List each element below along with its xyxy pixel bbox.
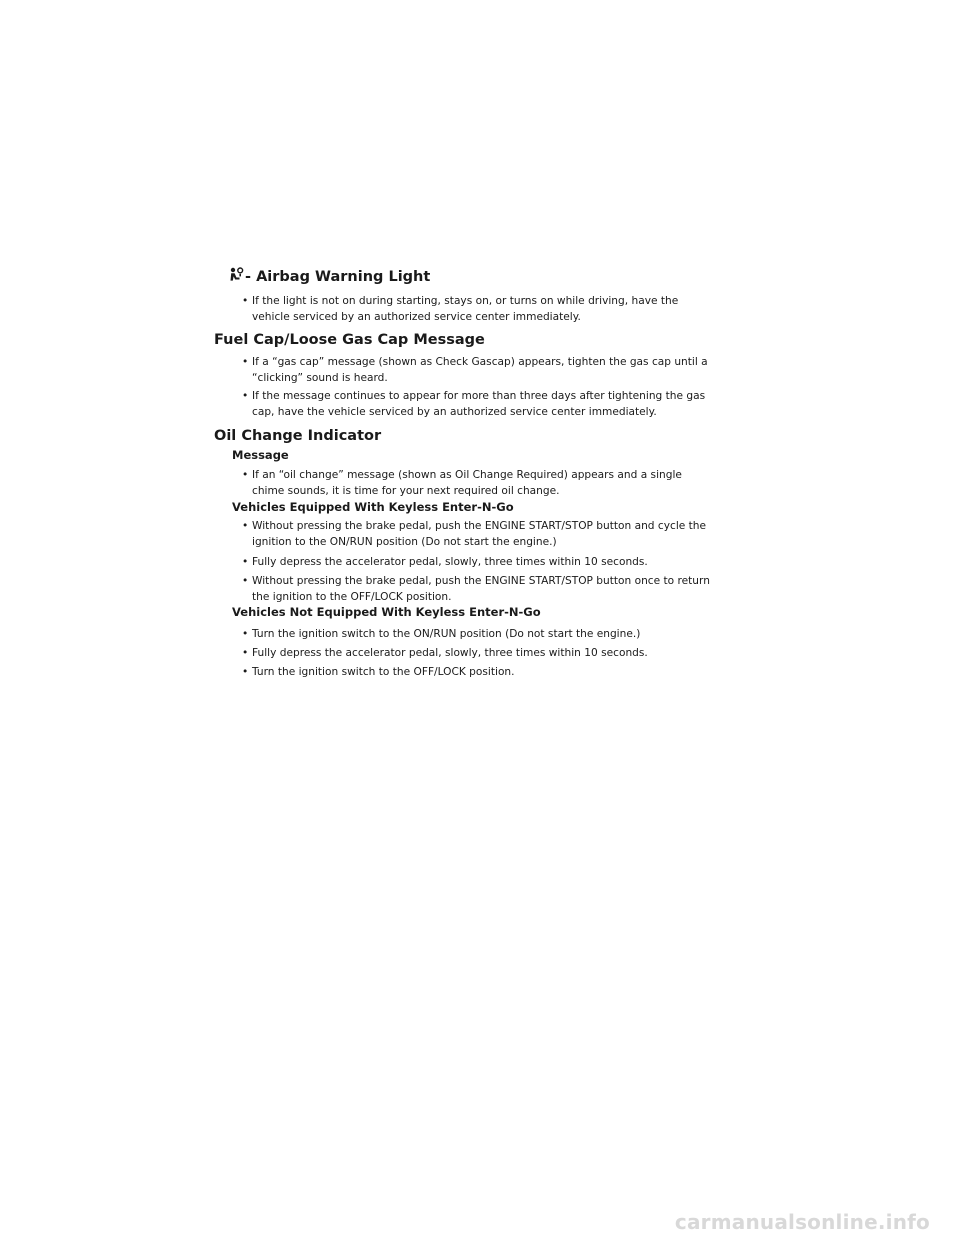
non-keyless-subheading: Vehicles Not Equipped With Keyless Enter-N-Go (232, 605, 541, 619)
list-item (242, 645, 712, 661)
list-item-text: Fully depress the accelerator pedal, slowly, three times within 10 seconds. (252, 556, 648, 568)
watermark-text: carmanualsonline.info (674, 1210, 930, 1234)
bullet-dot: • (242, 666, 249, 678)
list-item-text: Without pressing the brake pedal, push the ENGINE START/STOP button once to return the ignition to the OFF/LOCK position. (252, 575, 710, 603)
list-item (242, 626, 712, 642)
bullet-dot: • (242, 469, 249, 481)
list-item (242, 664, 712, 680)
bullet-dot: • (242, 647, 249, 659)
list-item-text: If an “oil change” message (shown as Oil Change Required) appears and a single chime sounds, it is time for your next required oil change. (252, 469, 682, 497)
fuel-cap-heading: Fuel Cap/Loose Gas Cap Message (214, 332, 485, 348)
list-item-text: Fully depress the accelerator pedal, slowly, three times within 10 seconds. (252, 647, 648, 659)
airbag-warning-title: - Airbag Warning Light (245, 269, 431, 285)
list-item-text: If the message continues to appear for more than three days after tightening the gas cap, have the vehicle serviced by an authorized service center immediately. (252, 390, 706, 418)
bullet-dot: • (242, 520, 249, 532)
keyless-subheading: Vehicles Equipped With Keyless Enter-N-Go (232, 500, 514, 514)
list-item (242, 518, 712, 550)
bullet-dot: • (242, 356, 249, 368)
airbag-warning-icon (228, 267, 244, 283)
bullet-dot: • (242, 628, 249, 640)
message-subheading: Message (232, 448, 289, 462)
airbag-warning-heading (228, 267, 430, 285)
list-item-text: Turn the ignition switch to the ON/RUN position (Do not start the engine.) (252, 628, 641, 640)
bullet-dot: • (242, 295, 249, 307)
list-item-text: Without pressing the brake pedal, push the ENGINE START/STOP button and cycle the ignition to the ON/RUN position (Do not start the engine.) (252, 520, 707, 548)
list-item (242, 388, 712, 420)
bullet-dot: • (242, 575, 249, 587)
oil-change-heading: Oil Change Indicator (214, 428, 382, 444)
footer (0, 1206, 960, 1242)
bullet-dot: • (242, 556, 249, 568)
list-item (242, 467, 712, 499)
list-item-text: Turn the ignition switch to the OFF/LOCK position. (252, 666, 515, 678)
list-item (242, 354, 712, 386)
list-item-text: If a “gas cap” message (shown as Check Gascap) appears, tighten the gas cap until a “clicking” sound is heard. (252, 356, 708, 384)
list-item-text: If the light is not on during starting, stays on, or turns on while driving, have the vehicle serviced by an authorized service center immediately. (252, 295, 679, 323)
list-item (242, 554, 712, 570)
bullet-dot: • (242, 390, 249, 402)
list-item (242, 293, 712, 325)
list-item (242, 573, 712, 605)
